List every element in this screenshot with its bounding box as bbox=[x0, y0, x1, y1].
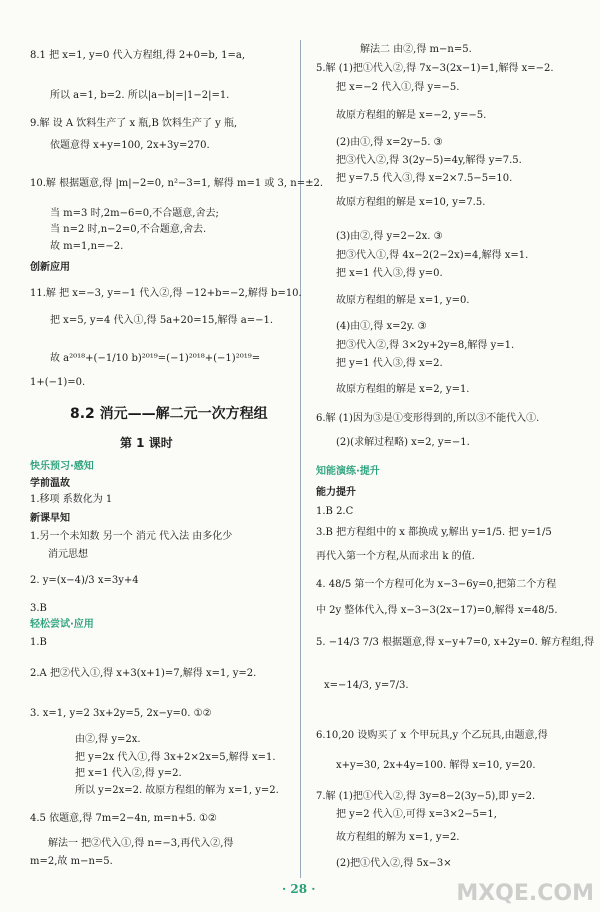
r-line-26: x=−14/3, y=7/3. bbox=[324, 680, 409, 691]
try-3b: 由②,得 y=2x. bbox=[75, 734, 141, 745]
r-line-11: 故原方程组的解是 x=1, y=0. bbox=[336, 295, 470, 306]
try-3: 3. x=1, y=2 3x+2y=5, 2x−y=0. ①② bbox=[30, 708, 212, 719]
section-title: 8.2 消元——解二元一次方程组 bbox=[70, 406, 268, 422]
r-line-17: (2)(求解过程略) x=2, y=−1. bbox=[336, 437, 470, 448]
page-number: · 28 · bbox=[282, 882, 316, 896]
try-3e: 所以 y=2x=2. 故原方程组的解为 x=1, y=2. bbox=[75, 785, 279, 796]
problem-10-4: 故 m=1,n=−2. bbox=[50, 241, 124, 252]
column-divider bbox=[300, 40, 301, 878]
problem-8-1: 8.1 把 x=1, y=0 代入方程组,得 2+0=b, 1=a, bbox=[30, 50, 246, 61]
try-4b: 解法一 把②代入①,得 n=−3,再代入②,得 bbox=[48, 838, 234, 849]
problem-9-2: 依题意得 x+y=100, 2x+3y=270. bbox=[50, 140, 210, 151]
r-line-6: 把 y=7.5 代入③,得 x=2×7.5−5=10. bbox=[336, 173, 513, 184]
r-line-28: x+y=30, 2x+4y=100. 解得 x=10, y=20. bbox=[336, 760, 536, 771]
r-line-3: 故原方程组的解是 x=−2, y=−5. bbox=[336, 110, 487, 121]
lesson-title: 第 1 课时 bbox=[120, 436, 173, 450]
r-line-13: 把③代入②,得 3×2y+2y=8,解得 y=1. bbox=[336, 340, 515, 351]
review-1: 1.移项 系数化为 1 bbox=[30, 494, 113, 505]
heading-new: 新课早知 bbox=[30, 513, 70, 524]
r-line-23: 4. 48/5 第一个方程可化为 x−3−6y=0,把第二个方程 bbox=[316, 579, 557, 590]
r-line-12: (4)由①,得 x=2y. ③ bbox=[336, 321, 427, 332]
section-innovation: 创新应用 bbox=[30, 262, 70, 273]
r-line-7: 故原方程组的解是 x=10, y=7.5. bbox=[336, 197, 486, 208]
new-1: 1.另一个未知数 另一个 消元 代入法 由多化少 bbox=[30, 531, 233, 542]
r-line-20: 1.B 2.C bbox=[316, 506, 354, 517]
problem-11-1: 11.解 把 x=−3, y=−1 代入②,得 −12+b=−2,解得 b=10. bbox=[30, 288, 302, 299]
problem-10-1: 10.解 根据题意,得 |m|−2=0, n²−3=1, 解得 m=1 或 3, n=±2. bbox=[30, 178, 324, 189]
heading-preview: 快乐预习·感知 bbox=[30, 461, 94, 472]
r-line-25: 5. −14/3 7/3 根据题意,得 x−y+7=0, x+2y=0. 解方程组,得 bbox=[316, 637, 595, 648]
r-line-4: (2)由①,得 x=2y−5. ③ bbox=[336, 137, 443, 148]
heading-review: 学前温故 bbox=[30, 478, 70, 489]
heading-try: 轻松尝试·应用 bbox=[30, 619, 94, 630]
problem-11-4: 1+(−1)=0. bbox=[30, 377, 86, 388]
r-line-29: 7.解 (1)把①代入②,得 3y=8−2(3y−5),即 y=2. bbox=[316, 791, 536, 802]
r-line-24: 中 2y 整体代入,得 x−3−3(2x−17)=0,解得 x=48/5. bbox=[316, 605, 558, 616]
watermark: MXQE.COM bbox=[456, 881, 594, 906]
heading-practice: 知能演练·提升 bbox=[316, 466, 380, 477]
r-line-5: 把③代入②,得 3(2y−5)=4y,解得 y=7.5. bbox=[336, 155, 522, 166]
r-line-32: (2)把①代入②,得 5x−3× bbox=[336, 858, 452, 869]
r-line-15: 故原方程组的解是 x=2, y=1. bbox=[336, 384, 470, 395]
problem-10-3: 当 n=2 时,n−2=0,不合题意,舍去. bbox=[50, 224, 207, 235]
new-1b: 消元思想 bbox=[48, 549, 88, 560]
r-line-30: 把 y=2 代入①,可得 x=3×2−5=1, bbox=[336, 809, 497, 820]
r-line-31: 故方程组的解为 x=1, y=2. bbox=[336, 832, 460, 843]
heading-ability: 能力提升 bbox=[316, 487, 356, 498]
new-3: 3.B bbox=[30, 603, 47, 614]
problem-11-3: 故 a²⁰¹⁸+(−1/10 b)²⁰¹⁹=(−1)²⁰¹⁸+(−1)²⁰¹⁹= bbox=[50, 353, 261, 364]
problem-11-2: 把 x=5, y=4 代入①,得 5a+20=15,解得 a=−1. bbox=[50, 315, 273, 326]
try-1: 1.B bbox=[30, 637, 47, 648]
r-line-0: 解法二 由②,得 m−n=5. bbox=[360, 44, 472, 55]
r-line-8: (3)由②,得 y=2−2x. ③ bbox=[336, 231, 443, 242]
try-4: 4.5 依题意,得 7m=2−4n, m=n+5. ①② bbox=[30, 813, 217, 824]
problem-8-2: 所以 a=1, b=2. 所以|a−b|=|1−2|=1. bbox=[50, 90, 230, 101]
r-line-9: 把③代入①,得 4x−2(2−2x)=4,解得 x=1. bbox=[336, 250, 529, 261]
r-line-27: 6.10,20 设购买了 x 个甲玩具,y 个乙玩具,由题意,得 bbox=[316, 730, 548, 741]
r-line-1: 5.解 (1)把①代入②,得 7x−3(2x−1)=1,解得 x=−2. bbox=[316, 63, 554, 74]
problem-10-2: 当 m=3 时,2m−6=0,不合题意,舍去; bbox=[50, 208, 219, 219]
new-2: 2. y=(x−4)/3 x=3y+4 bbox=[30, 575, 139, 586]
r-line-2: 把 x=−2 代入①,得 y=−5. bbox=[336, 82, 460, 93]
try-4c: m=2,故 m−n=5. bbox=[30, 856, 113, 867]
r-line-14: 把 y=1 代入③,得 x=2. bbox=[336, 358, 443, 369]
problem-9-1: 9.解 设 A 饮料生产了 x 瓶,B 饮料生产了 y 瓶, bbox=[30, 118, 238, 129]
try-3d: 把 x=1 代入②,得 y=2. bbox=[75, 768, 182, 779]
try-2: 2.A 把②代入①,得 x+3(x+1)=7,解得 x=1, y=2. bbox=[30, 668, 257, 679]
try-3c: 把 y=2x 代入①,得 3x+2×2x=5,解得 x=1. bbox=[75, 752, 276, 763]
r-line-16: 6.解 (1)因为③是①变形得到的,所以③不能代入①. bbox=[316, 413, 540, 424]
r-line-10: 把 x=1 代入③,得 y=0. bbox=[336, 268, 443, 279]
r-line-21: 3.B 把方程组中的 x 都换成 y,解出 y=1/5. 把 y=1/5 bbox=[316, 527, 552, 538]
r-line-22: 再代入第一个方程,从而求出 k 的值. bbox=[316, 551, 475, 562]
